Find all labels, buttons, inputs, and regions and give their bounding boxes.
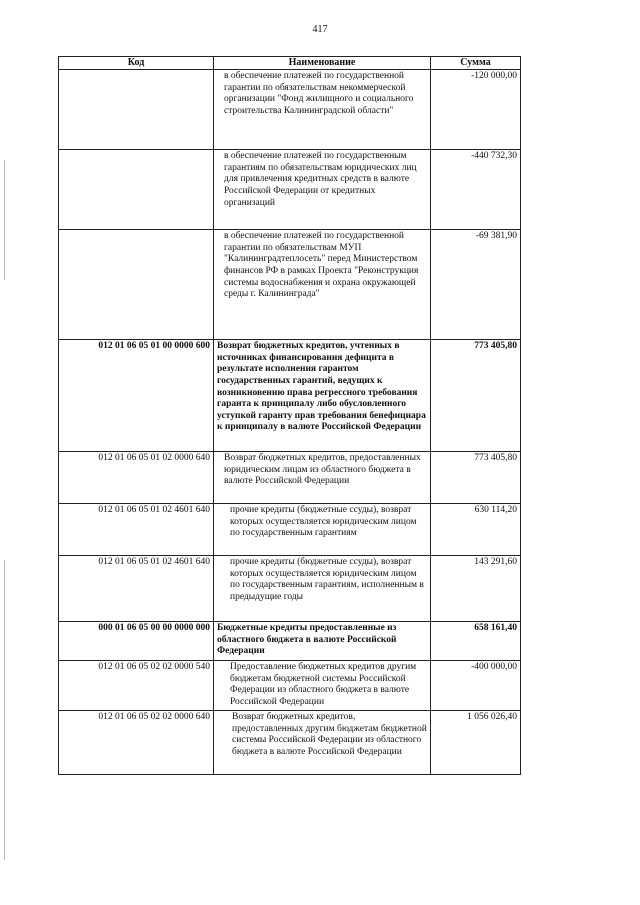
- table-row: [59, 150, 521, 230]
- row-code: [59, 150, 214, 230]
- row-amount: 773 405,80: [431, 340, 521, 452]
- header-code: Код: [59, 57, 214, 70]
- row-amount: -120 000,00: [431, 70, 521, 150]
- row-code: [59, 70, 214, 150]
- row-code: 012 01 06 05 01 02 0000 640: [59, 452, 214, 504]
- row-amount: 630 114,20: [431, 504, 521, 556]
- row-name: Возврат бюджетных кредитов, учтенных в источниках финансирования дефицита в результате исполнения гарантом государственных гарантий, ведущих к возникновению права регрессного требования гаранта к принципалу либо обусловленного уступкой гаранту прав требования бенефициара к принципалу в валюте Российской Федерации: [214, 340, 431, 452]
- table-row: [59, 230, 521, 340]
- row-name: в обеспечение платежей по государственным гарантиям по обязательствам юридических лиц для привлечения кредитных средств в валюте Российской Федерации от кредитных организаций: [214, 150, 431, 230]
- row-name: Бюджетные кредиты предоставленные из областного бюджета в валюте Российской Федерации: [214, 622, 431, 661]
- row-amount: -400 000,00: [431, 660, 521, 710]
- table-row: [59, 660, 521, 710]
- row-name: Возврат бюджетных кредитов, предоставленных другим бюджетам бюджетной системы Российской Федерации из областного бюджета в валюте Российской Федерации: [214, 711, 431, 775]
- row-amount: 1 056 026,40: [431, 711, 521, 775]
- table-row: [59, 622, 521, 661]
- table-row: [59, 504, 521, 556]
- row-code: 012 01 06 05 02 02 0000 640: [59, 711, 214, 775]
- budget-table: [58, 56, 521, 775]
- page-number: 417: [312, 24, 328, 35]
- row-amount: -69 381,90: [431, 230, 521, 340]
- row-name: в обеспечение платежей по государственной гарантии по обязательствам МУП "Калининградтеплосеть" перед Министерством финансов РФ в рамках Проекта "Реконструкция системы водоснабжения и охрана окружающей среды г. Калининграда": [214, 230, 431, 340]
- row-amount: -440 732,30: [431, 150, 521, 230]
- scan-margin-line: [4, 160, 5, 280]
- row-code: 012 01 06 05 02 02 0000 540: [59, 660, 214, 710]
- row-amount: 658 161,40: [431, 622, 521, 661]
- header-amount: Сумма: [431, 57, 521, 70]
- table-row: [59, 556, 521, 622]
- row-code: 012 01 06 05 01 02 4601 640: [59, 504, 214, 556]
- row-amount: 143 291,60: [431, 556, 521, 622]
- row-name: Возврат бюджетных кредитов, предоставленных юридическим лицам из областного бюджета в валюте Российской Федерации: [214, 452, 431, 504]
- table-row: [59, 452, 521, 504]
- row-code: 012 01 06 05 01 00 0000 600: [59, 340, 214, 452]
- row-amount: 773 405,80: [431, 452, 521, 504]
- table-row: [59, 711, 521, 775]
- row-code: 000 01 06 05 00 00 0000 000: [59, 622, 214, 661]
- header-name: Наименование: [214, 57, 431, 70]
- scan-margin-line: [4, 560, 5, 860]
- table-row: [59, 70, 521, 150]
- row-name: прочие кредиты (бюджетные ссуды), возврат которых осуществляется юридическим лицом по государственным гарантиям: [214, 504, 431, 556]
- row-name: прочие кредиты (бюджетные ссуды), возврат которых осуществляется юридическим лицом по государственным гарантиям, исполненным в предыдущие годы: [214, 556, 431, 622]
- row-code: 012 01 06 05 01 02 4601 640: [59, 556, 214, 622]
- table-header-row: [59, 57, 521, 70]
- table-row: [59, 340, 521, 452]
- row-code: [59, 230, 214, 340]
- row-name: Предоставление бюджетных кредитов другим бюджетам бюджетной системы Российской Федерации из областного бюджета в валюте Российской Федерации: [214, 660, 431, 710]
- row-name: в обеспечение платежей по государственной гарантии по обязательствам некоммерческой организации "Фонд жилищного и социального строительства Калининградской области": [214, 70, 431, 150]
